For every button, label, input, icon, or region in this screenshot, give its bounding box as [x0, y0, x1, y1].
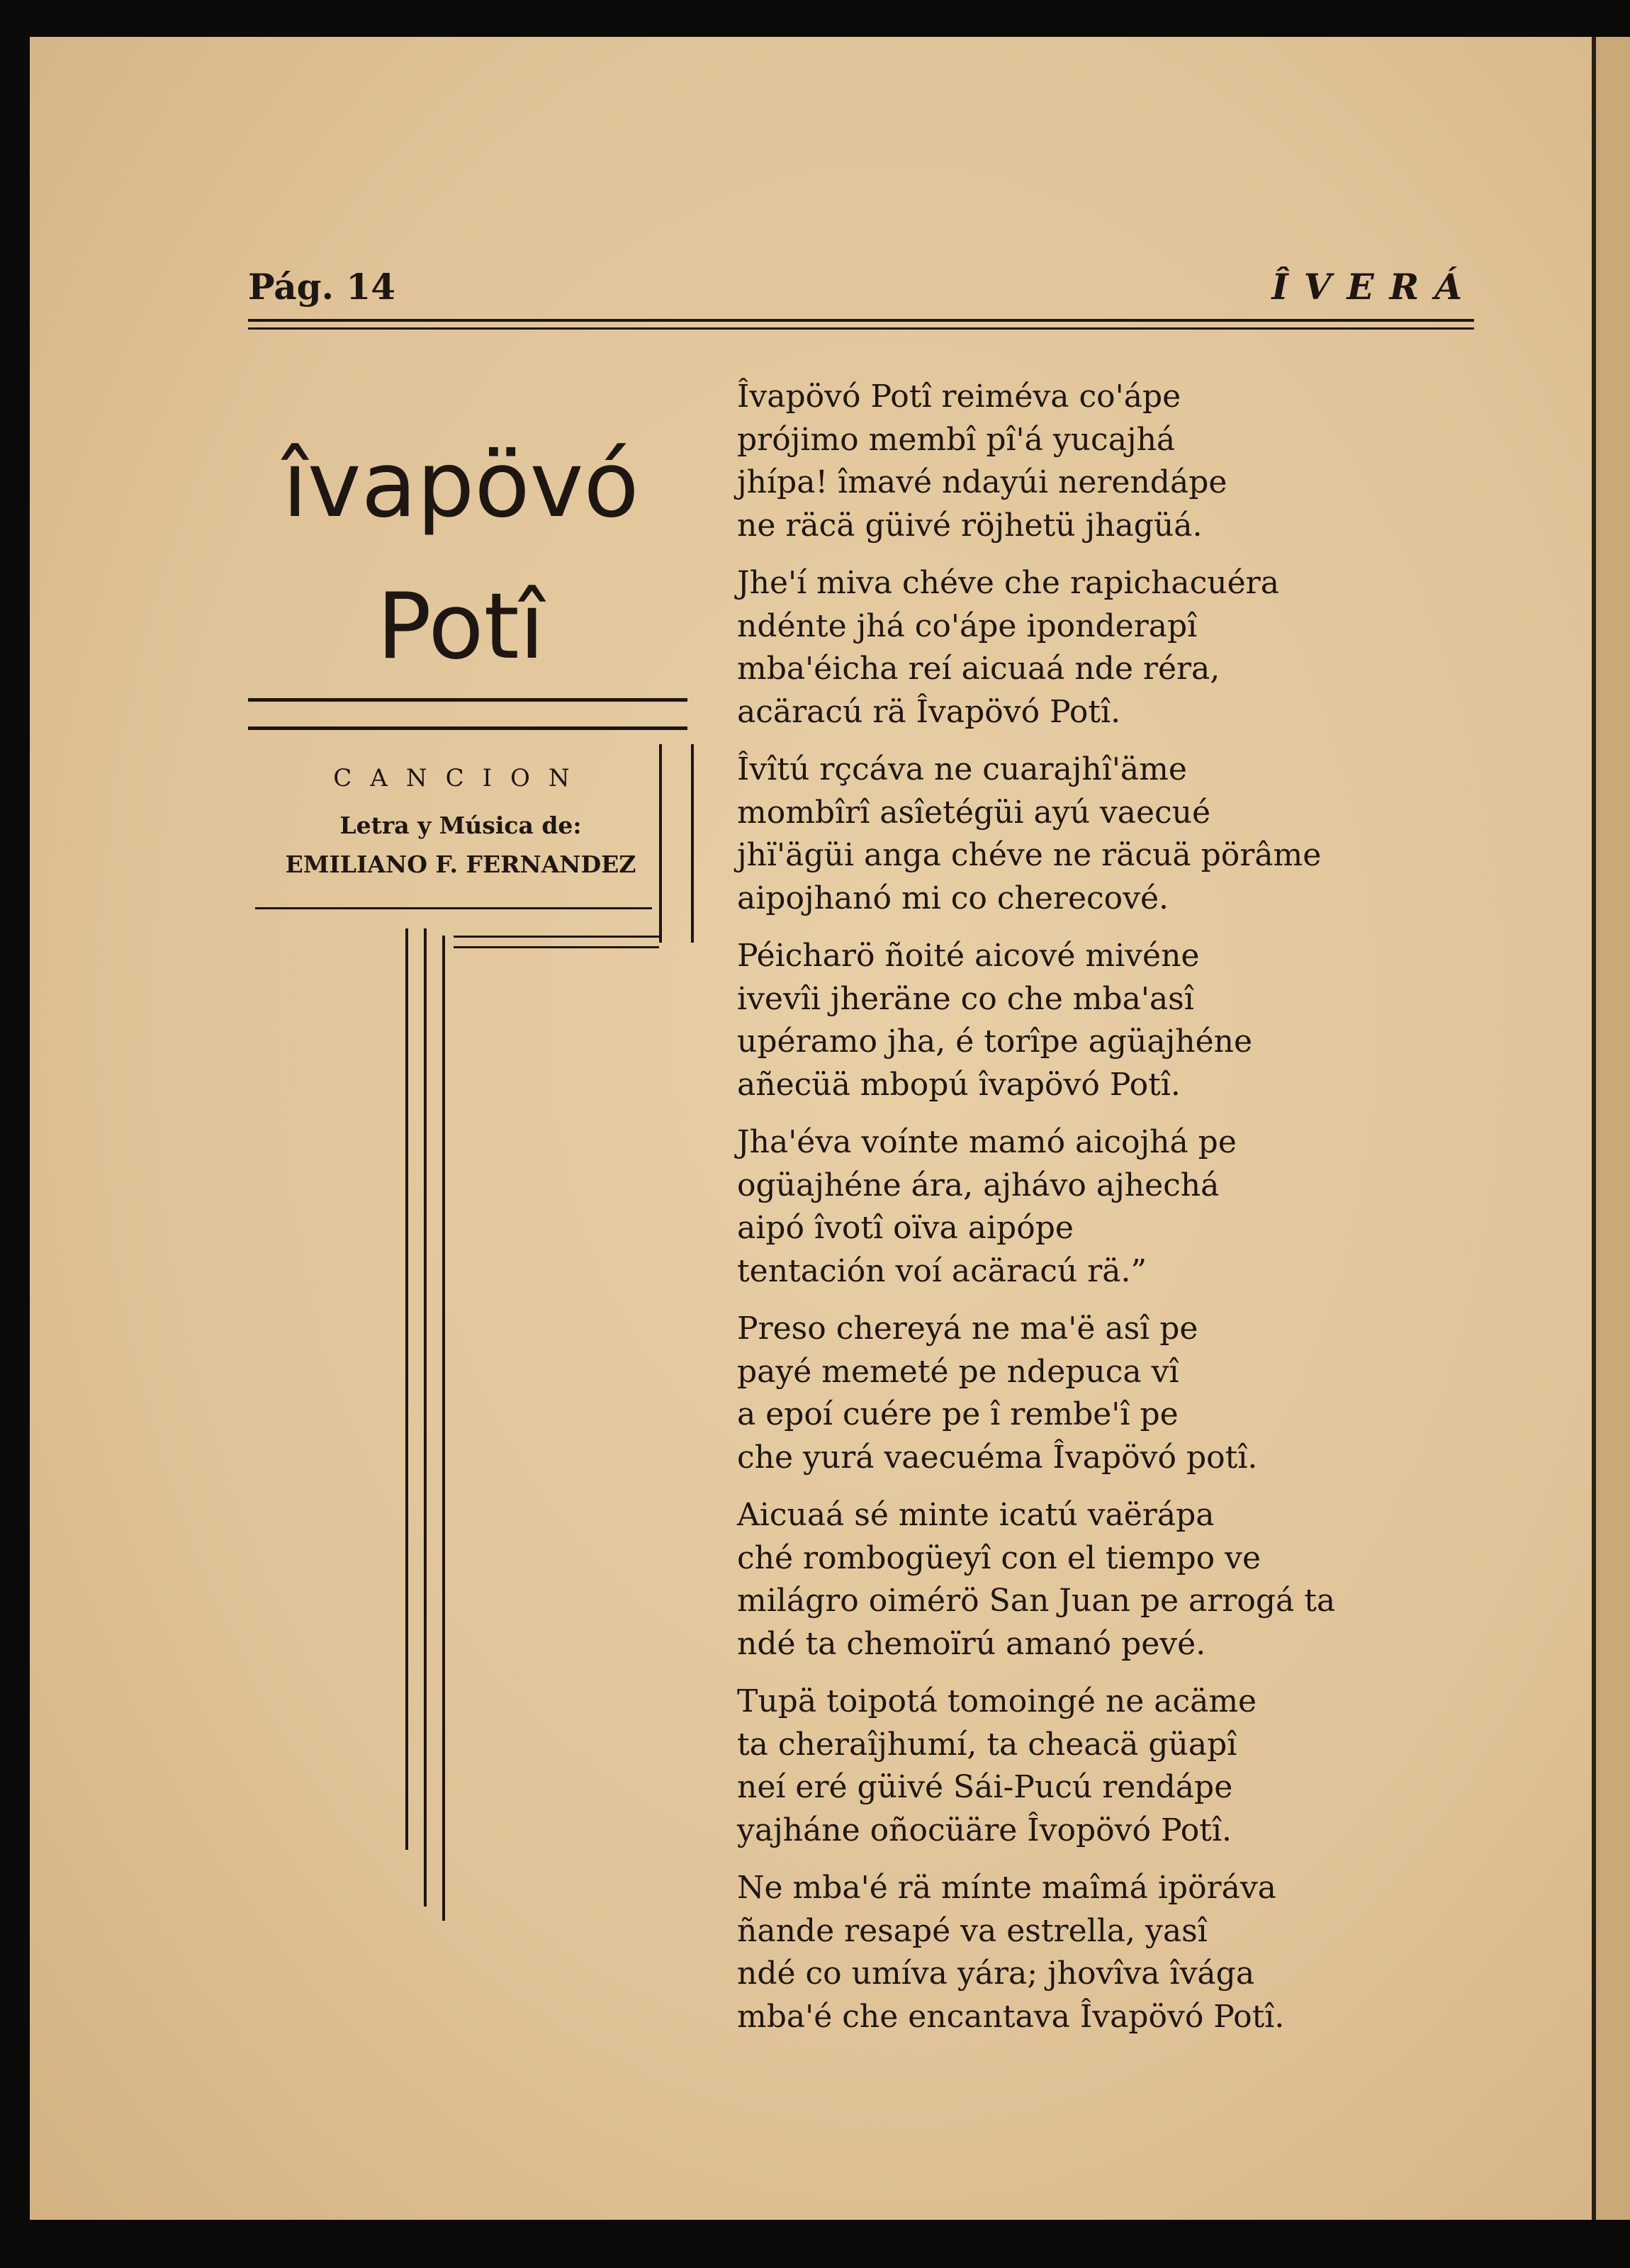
poem-line: acäracú rä Îvapövó Potî.: [737, 693, 1121, 730]
ornament-vertical-left-3: [442, 936, 445, 1921]
poem-line: mombîrî asîetégüi ayú vaecué: [737, 794, 1211, 831]
poem-line: Péicharö ñoité aicové mivéne: [737, 938, 1200, 974]
poem-line: ivevîi jheräne co che mba'asî: [737, 980, 1194, 1017]
poem-stanza: [737, 1121, 1517, 1293]
song-title-line-1: îvapövó: [282, 432, 639, 538]
ornament-vertical-right-2: [691, 744, 694, 943]
poem-line: aipojhanó mi co cherecové.: [737, 880, 1169, 916]
ornament-vertical-left-2: [424, 928, 427, 1907]
credit-label: Letra y Música de:: [339, 812, 582, 839]
poem-stanza: [737, 376, 1517, 547]
poem-line: Jhe'í miva chéve che rapichacuéra: [737, 565, 1279, 601]
next-page-edge: [1596, 37, 1630, 2220]
header-rule-bottom: [248, 327, 1474, 330]
composer-name: EMILIANO F. FERNANDEZ: [285, 850, 636, 878]
poem-line: upéramo jha, é torîpe agüajhéne: [737, 1023, 1253, 1060]
poem-line: che yurá vaecuéma Îvapövó potî.: [737, 1439, 1258, 1476]
poem-line: Aicuaá sé minte icatú vaërápa: [737, 1497, 1215, 1533]
poem-line: ñande resapé va estrella, yasî: [737, 1912, 1208, 1949]
poem-body: [737, 376, 1517, 2053]
poem-stanza: [737, 562, 1517, 734]
ornament-horizontal-2: [454, 946, 659, 948]
poem-line: jhï'ägüi anga chéve ne räcuä pörâme: [737, 837, 1322, 873]
poem-line: Ne mba'é rä mínte maîmá ipöráva: [737, 1870, 1276, 1906]
poem-line: aipó îvotî oïva aipópe: [737, 1210, 1074, 1246]
poem-line: ta cheraîjhumí, ta cheacä güapî: [737, 1726, 1237, 1763]
poem-line: payé memeté pe ndepuca vî: [737, 1353, 1179, 1390]
poem-stanza: [737, 748, 1517, 920]
song-title-line-2: Potî: [376, 574, 545, 680]
poem-line: ne räcä güivé röjhetü jhagüá.: [737, 507, 1203, 544]
genre-label: CANCION: [333, 764, 588, 792]
poem-line: ndé ta chemoïrú amanó pevé.: [737, 1625, 1206, 1662]
ornament-vertical-left-1: [405, 928, 408, 1850]
poem-stanza: [737, 935, 1517, 1106]
poem-stanza: [737, 1494, 1517, 1666]
poem-line: ogüajhéne ára, ajhávo ajhechá: [737, 1167, 1220, 1203]
poem-line: Îvîtú rçcáva ne cuarajhî'äme: [737, 751, 1187, 787]
poem-stanza: [737, 1680, 1517, 1852]
poem-line: tentación voí acäracú rä.”: [737, 1252, 1147, 1289]
page-number: Pág. 14: [248, 266, 396, 308]
poem-stanza: [737, 1867, 1517, 2038]
poem-line: milágro oimérö San Juan pe arrogá ta: [737, 1583, 1336, 1619]
poem-stanza: [737, 1308, 1517, 1479]
poem-line: a epoí cuére pe î rembe'î pe: [737, 1396, 1179, 1432]
poem-line: neí eré güivé Sái-Pucú rendápe: [737, 1769, 1233, 1805]
header-rule-top: [248, 319, 1474, 322]
ornament-horizontal-1: [454, 936, 659, 938]
poem-line: mba'éicha reí aicuaá nde réra,: [737, 651, 1220, 687]
publication-title: ÎVERÁ: [1271, 266, 1478, 308]
poem-line: añecüä mbopú îvapövó Potî.: [737, 1066, 1181, 1103]
poem-line: prójimo membî pî'á yucajhá: [737, 421, 1176, 458]
title-rule-2: [248, 726, 687, 730]
poem-line: Jha'éva voínte mamó aicojhá pe: [737, 1124, 1237, 1160]
poem-line: ché rombogüeyî con el tiempo ve: [737, 1539, 1261, 1576]
poem-line: ndé co umíva yára; jhovîva îvága: [737, 1955, 1255, 1992]
title-rule-1: [248, 698, 687, 702]
poem-line: mba'é che encantava Îvapövó Potî.: [737, 1998, 1285, 2035]
poem-line: jhípa! îmavé ndayúi nerendápe: [737, 464, 1227, 500]
poem-line: ndénte jhá co'ápe iponderapî: [737, 607, 1198, 644]
poem-line: yajháne oñocüäre Îvopövó Potî.: [737, 1812, 1232, 1848]
credits-rule: [255, 907, 652, 909]
poem-line: Îvapövó Potî reiméva co'ápe: [737, 378, 1181, 415]
poem-line: Tupä toipotá tomoingé ne acäme: [737, 1683, 1257, 1719]
poem-line: Preso chereyá ne ma'ë asî pe: [737, 1310, 1198, 1347]
ornament-vertical-right-1: [659, 744, 662, 943]
